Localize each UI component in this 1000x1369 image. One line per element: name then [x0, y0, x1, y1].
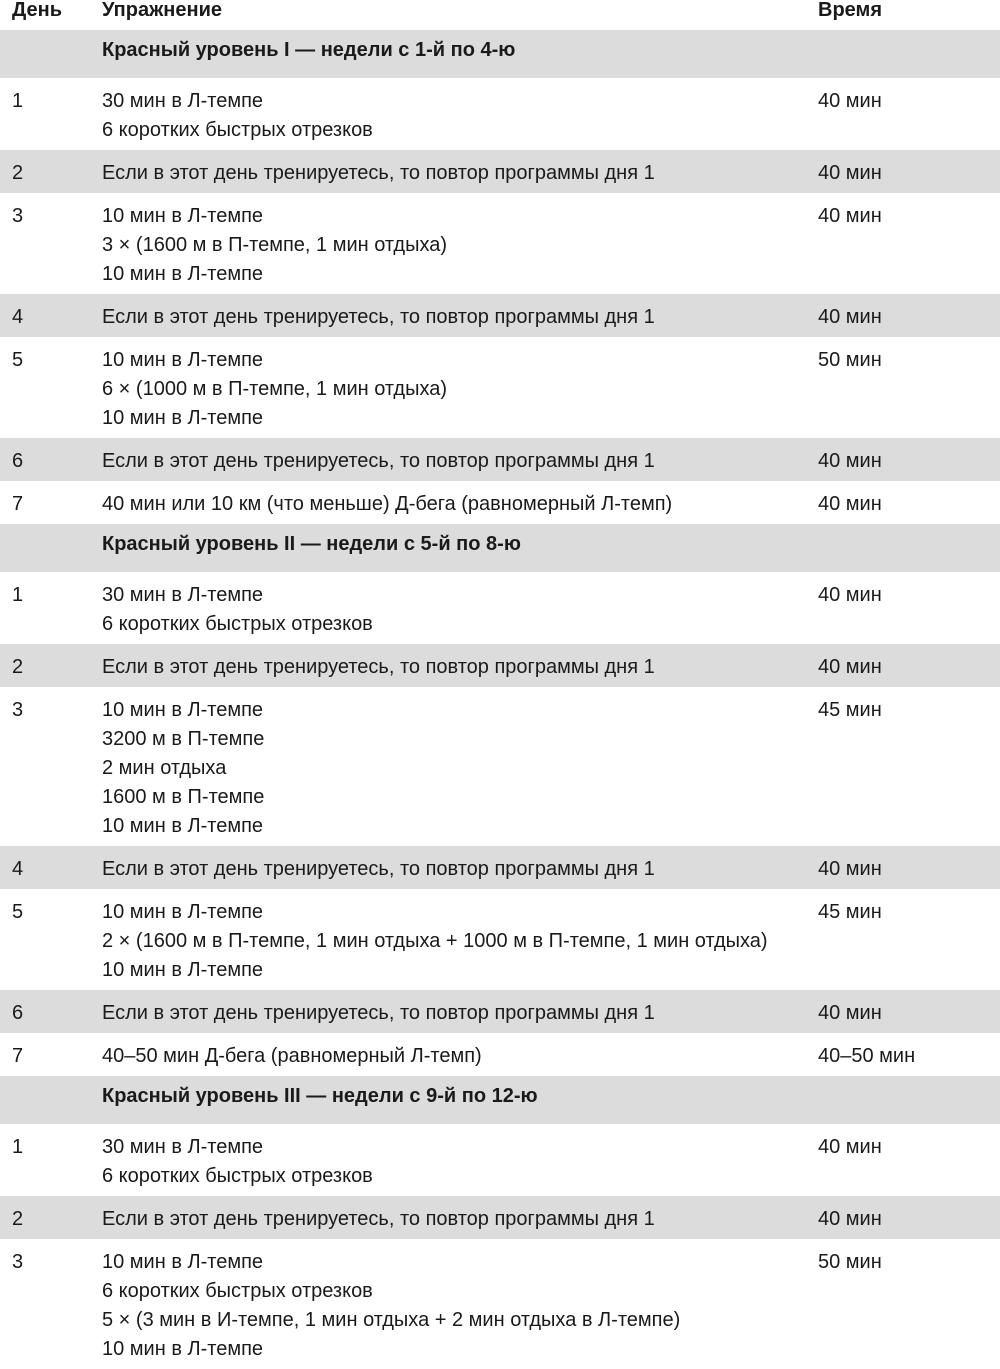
exercise-line: 30 мин в Л-темпе — [102, 90, 264, 112]
header-time: Время — [818, 0, 882, 21]
exercise-cell — [102, 447, 655, 476]
exercise-cell — [102, 581, 373, 639]
table-row — [0, 193, 1000, 294]
day-number: 1 — [12, 1136, 24, 1158]
table-row — [0, 846, 1000, 889]
table-row — [0, 1196, 1000, 1239]
exercise-line: Если в этот день тренируетесь, то повтор программы дня 1 — [102, 656, 655, 678]
table-row — [0, 294, 1000, 337]
exercise-line: Если в этот день тренируетесь, то повтор программы дня 1 — [102, 1208, 655, 1230]
exercise-cell — [102, 999, 655, 1028]
time-cell: 50 мин — [818, 1251, 882, 1273]
exercise-line: 6 × (1000 м в П-темпе, 1 мин отдыха) — [102, 378, 448, 400]
exercise-cell — [102, 1248, 680, 1364]
exercise-line: 40 мин или 10 км (что меньше) Д-бега (равномерный Л-темп) — [102, 493, 673, 515]
exercise-cell — [102, 898, 768, 985]
exercise-cell — [102, 490, 672, 519]
exercise-line: 10 мин в Л-темпе — [102, 263, 264, 285]
day-number: 3 — [12, 205, 24, 227]
time-cell: 45 мин — [818, 699, 882, 721]
day-number: 1 — [12, 90, 24, 112]
time-cell: 40 мин — [818, 90, 882, 112]
time-cell: 40 мин — [818, 450, 882, 472]
exercise-cell — [102, 303, 655, 332]
day-number: 3 — [12, 1251, 24, 1273]
section-title: Красный уровень II — недели с 5-й по 8-ю — [102, 533, 521, 555]
exercise-cell — [102, 1042, 482, 1071]
section-title: Красный уровень III — недели с 9-й по 12-ю — [102, 1085, 538, 1107]
day-number: 5 — [12, 349, 24, 371]
day-number: 4 — [12, 858, 24, 880]
exercise-line: 6 коротких быстрых отрезков — [102, 1165, 373, 1187]
table-body — [0, 30, 1000, 1369]
day-number: 2 — [12, 1208, 24, 1230]
time-cell: 40 мин — [818, 656, 882, 678]
exercise-line: 10 мин в Л-темпе — [102, 699, 264, 721]
exercise-cell — [102, 159, 655, 188]
exercise-line: 10 мин в Л-темпе — [102, 901, 264, 923]
table-row — [0, 1033, 1000, 1076]
time-cell: 40 мин — [818, 162, 882, 184]
exercise-line: 40–50 мин Д-бега (равномерный Л-темп) — [102, 1045, 482, 1067]
exercise-line: 3200 м в П-темпе — [102, 728, 265, 750]
exercise-line: 6 коротких быстрых отрезков — [102, 613, 373, 635]
table-row — [0, 337, 1000, 438]
exercise-cell — [102, 1133, 373, 1191]
exercise-line: Если в этот день тренируетесь, то повтор программы дня 1 — [102, 858, 655, 880]
day-number: 7 — [12, 493, 24, 515]
exercise-line: 10 мин в Л-темпе — [102, 1251, 264, 1273]
exercise-line: 10 мин в Л-темпе — [102, 349, 264, 371]
exercise-line: Если в этот день тренируетесь, то повтор программы дня 1 — [102, 306, 655, 328]
table-row — [0, 481, 1000, 524]
exercise-cell — [102, 346, 447, 433]
time-cell: 50 мин — [818, 349, 882, 371]
time-cell: 40–50 мин — [818, 1045, 916, 1067]
table-row — [0, 572, 1000, 644]
section-row — [0, 30, 1000, 78]
exercise-cell — [102, 653, 655, 682]
section-title: Красный уровень I — недели с 1-й по 4-ю — [102, 39, 516, 61]
exercise-line: 6 коротких быстрых отрезков — [102, 119, 373, 141]
exercise-line: 10 мин в Л-темпе — [102, 815, 264, 837]
exercise-line: 2 мин отдыха — [102, 757, 227, 779]
table-row — [0, 687, 1000, 846]
exercise-line: Если в этот день тренируетесь, то повтор программы дня 1 — [102, 1002, 655, 1024]
exercise-line: Если в этот день тренируетесь, то повтор программы дня 1 — [102, 162, 655, 184]
exercise-cell — [102, 1205, 655, 1234]
exercise-line: 10 мин в Л-темпе — [102, 407, 264, 429]
time-cell: 40 мин — [818, 1002, 882, 1024]
table-row — [0, 644, 1000, 687]
time-cell: 40 мин — [818, 858, 882, 880]
table-row — [0, 1124, 1000, 1196]
header-day: День — [12, 0, 62, 21]
time-cell: 40 мин — [818, 306, 882, 328]
day-number: 2 — [12, 656, 24, 678]
table-row — [0, 150, 1000, 193]
day-number: 4 — [12, 306, 24, 328]
exercise-cell — [102, 855, 655, 884]
exercise-line: Если в этот день тренируетесь, то повтор программы дня 1 — [102, 450, 655, 472]
exercise-cell — [102, 696, 264, 841]
time-cell: 40 мин — [818, 1136, 882, 1158]
exercise-line: 2 × (1600 м в П-темпе, 1 мин отдыха + 1000 м в П-темпе, 1 мин отдыха) — [102, 930, 768, 952]
exercise-line: 10 мин в Л-темпе — [102, 959, 264, 981]
day-number: 3 — [12, 699, 24, 721]
exercise-cell — [102, 202, 447, 289]
time-cell: 40 мин — [818, 1208, 882, 1230]
day-number: 7 — [12, 1045, 24, 1067]
exercise-line: 5 × (3 мин в И-темпе, 1 мин отдыха + 2 мин отдыха в Л-темпе) — [102, 1309, 681, 1331]
exercise-line: 30 мин в Л-темпе — [102, 1136, 264, 1158]
day-number: 2 — [12, 162, 24, 184]
table-row — [0, 1239, 1000, 1369]
day-number: 6 — [12, 450, 24, 472]
day-number: 5 — [12, 901, 24, 923]
exercise-line: 10 мин в Л-темпе — [102, 205, 264, 227]
day-number: 6 — [12, 1002, 24, 1024]
time-cell: 40 мин — [818, 205, 882, 227]
time-cell: 40 мин — [818, 493, 882, 515]
exercise-line: 3 × (1600 м в П-темпе, 1 мин отдыха) — [102, 234, 448, 256]
time-cell: 45 мин — [818, 901, 882, 923]
time-cell: 40 мин — [818, 584, 882, 606]
exercise-line: 10 мин в Л-темпе — [102, 1338, 264, 1360]
header-exercise: Упражнение — [102, 0, 222, 21]
exercise-line: 6 коротких быстрых отрезков — [102, 1280, 373, 1302]
exercise-cell — [102, 87, 373, 145]
table-header — [0, 0, 1000, 30]
exercise-line: 30 мин в Л-темпе — [102, 584, 264, 606]
exercise-line: 1600 м в П-темпе — [102, 786, 265, 808]
day-number: 1 — [12, 584, 24, 606]
section-row — [0, 524, 1000, 572]
table-row — [0, 990, 1000, 1033]
table-row — [0, 78, 1000, 150]
section-row — [0, 1076, 1000, 1124]
table-row — [0, 438, 1000, 481]
table-row — [0, 889, 1000, 990]
